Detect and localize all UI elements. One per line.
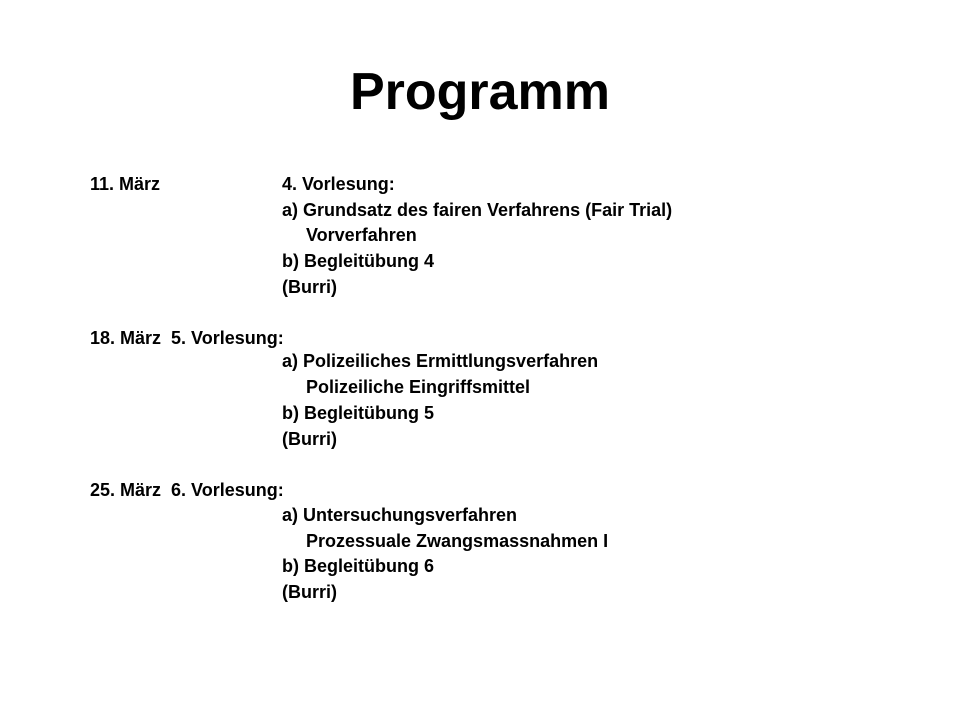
session-lecturer: (Burri) [282,582,337,602]
session-item-a: a) Polizeiliches Ermittlungsverfahren [282,351,599,371]
session-item-a-sub: Vorverfahren [306,225,417,245]
session-heading: 18. März 5. Vorlesung: [90,328,284,348]
session-item-a-sub: Polizeiliche Eingriffsmittel [306,377,531,397]
session-date: 11. März [90,174,161,194]
session-item-b: b) Begleitübung 4 [282,251,434,271]
session-lecturer: (Burri) [282,429,337,449]
session-item-a-sub: Prozessuale Zwangsmassnahmen I [306,531,609,551]
session-lecture: 4. Vorlesung: [282,174,395,194]
session-lecturer: (Burri) [282,277,337,297]
slide-title: Programm [349,63,611,121]
session-item-a: a) Grundsatz des fairen Verfahrens (Fair Trial) [282,200,673,220]
session-item-b: b) Begleitübung 5 [282,403,434,423]
session-heading: 25. März 6. Vorlesung: [90,480,284,500]
session-item-a: a) Untersuchungsverfahren [282,505,518,525]
session-item-b: b) Begleitübung 6 [282,556,434,576]
